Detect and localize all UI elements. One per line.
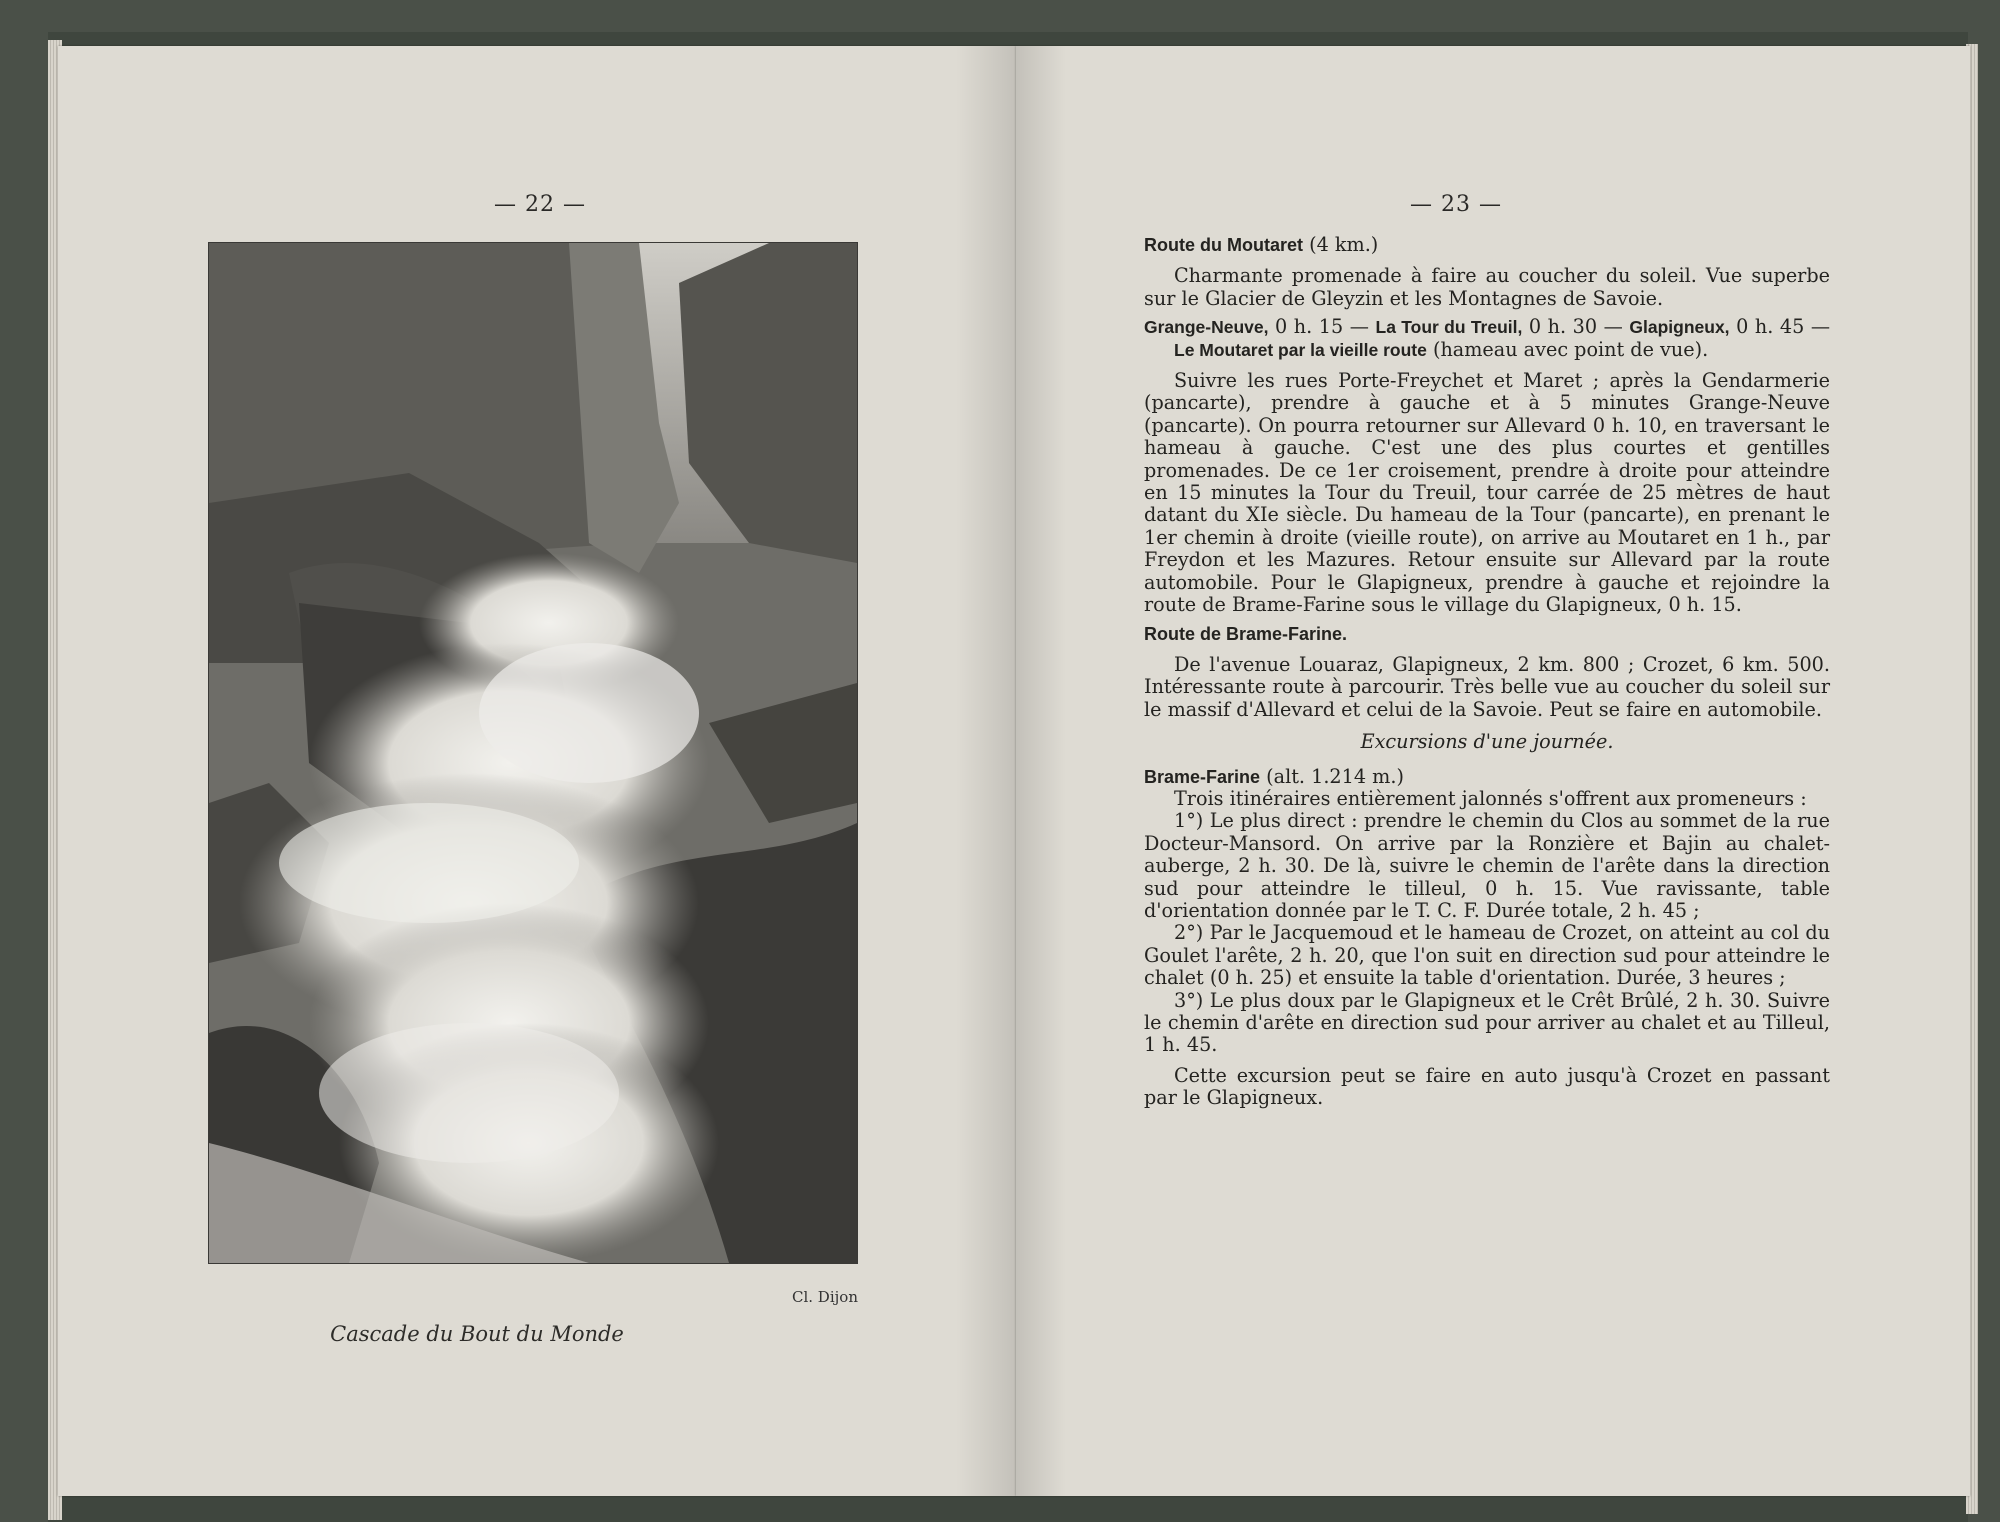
- left-page: [58, 46, 1016, 1496]
- right-page: [1016, 46, 1970, 1496]
- directions-text: Suivre les rues Porte-Freychet et Maret ; après la Gendarmerie (pancarte), prendre à gauche et à 5 minutes Grange-Neuve (pancarte). On pourra retourner sur Allevard 0 h. 10, en traversant le hameau à gauche. C'est une des plus courtes et gentilles promenades. De ce 1er croisement, prendre à droite pour atteindre en 15 minutes la Tour du Treuil, tour carrée de 25 mètres de haut datant du XIe siècle. Du hameau de la Tour (pancarte), en prenant le 1er chemin à droite (vieille route), on arrive au Moutaret en 1 h., par Freydon et les Mazures. Retour ensuite sur Allevard par la route automobile. Pour le Glapigneux, prendre à gauche et rejoindre la route de Brame-Farine sous le village du Glapigneux, 0 h. 15.: [1144, 369, 1830, 617]
- itinerary-line: [1144, 316, 1830, 361]
- itinerary-option-2: 2°) Par le Jacquemoud et le hameau de Crozet, on atteint au col du Goulet l'arête, 2 h. 20, que l'on suit en direction sud pour atteindre le chalet (0 h. 25) et ensuite la table d'orientation. Durée, 3 heures ;: [1144, 921, 1830, 990]
- waterfall-photo: [208, 242, 858, 1264]
- brame-farine-altitude: (alt. 1.214 m.): [1260, 764, 1404, 788]
- route-moutaret-text: Charmante promenade à faire au coucher du soleil. Vue superbe sur le Glacier de Gleyzin et les Montagnes de Savoie.: [1144, 264, 1830, 310]
- route-moutaret-distance: (4 km.): [1303, 233, 1379, 256]
- itinerary-time-2: 0 h. 30 —: [1522, 315, 1630, 339]
- itinerary-option-3: 3°) Le plus doux par le Glapigneux et le Crêt Brûlé, 2 h. 30. Suivre le chemin d'arête en direction sud pour arriver au chalet et au Tilleul, 1 h. 45.: [1144, 988, 1830, 1057]
- brame-farine-heading: [1144, 766, 1830, 788]
- itinerary-note: (hameau avec point de vue).: [1426, 337, 1709, 361]
- route-brame-text: De l'avenue Louaraz, Glapigneux, 2 km. 800 ; Crozet, 6 km. 500. Intéressante route à parcourir. Très belle vue au coucher du soleil sur le massif d'Allevard et celui de la Savoie. Peut se faire en automobile.: [1144, 652, 1830, 721]
- closing-text: Cette excursion peut se faire en auto jusqu'à Crozet en passant par le Glapigneux.: [1144, 1063, 1830, 1110]
- photo-credit: Cl. Dijon: [792, 1288, 858, 1306]
- route-moutaret-title: Route du Moutaret: [1144, 235, 1303, 255]
- itinerary-stop-1: Grange-Neuve,: [1144, 317, 1269, 338]
- itinerary-time-3: 0 h. 45 —: [1729, 315, 1831, 339]
- photo-caption-text: Cascade du Bout du Monde: [330, 1322, 624, 1346]
- itinerary-stop-2: La Tour du Treuil,: [1375, 317, 1523, 338]
- page-number-left: — 22 —: [494, 192, 586, 217]
- route-brame-title: Route de Brame-Farine.: [1144, 623, 1348, 644]
- section-title: Excursions d'une journée.: [1360, 730, 1614, 754]
- page-text: [1144, 234, 1830, 1110]
- photo-caption: [58, 1322, 1016, 1346]
- itinerary-stop-3: Glapigneux,: [1629, 317, 1730, 338]
- itinerary-stop-4: Le Moutaret par la vieille route: [1174, 339, 1427, 360]
- page-number-right: — 23 —: [1410, 192, 1502, 217]
- brame-farine-intro: Trois itinéraires entièrement jalonnés s'offrent aux promeneurs :: [1174, 786, 1807, 810]
- route-brame-heading: [1144, 623, 1830, 645]
- route-moutaret-heading: [1144, 234, 1830, 256]
- itinerary-option-1: 1°) Le plus direct : prendre le chemin du Clos au sommet de la rue Docteur-Mansord. On arrive par la Ronzière et Bajin au chalet-auberge, 2 h. 30. De là, suivre le chemin de l'arête dans la direction sud pour atteindre le tilleul, 0 h. 15. Vue ravissante, table d'orientation donnée par le T. C. F. Durée totale, 2 h. 45 ;: [1144, 809, 1830, 922]
- itinerary-time-1: 0 h. 15 —: [1268, 315, 1376, 339]
- brame-farine-title: Brame-Farine: [1144, 766, 1261, 787]
